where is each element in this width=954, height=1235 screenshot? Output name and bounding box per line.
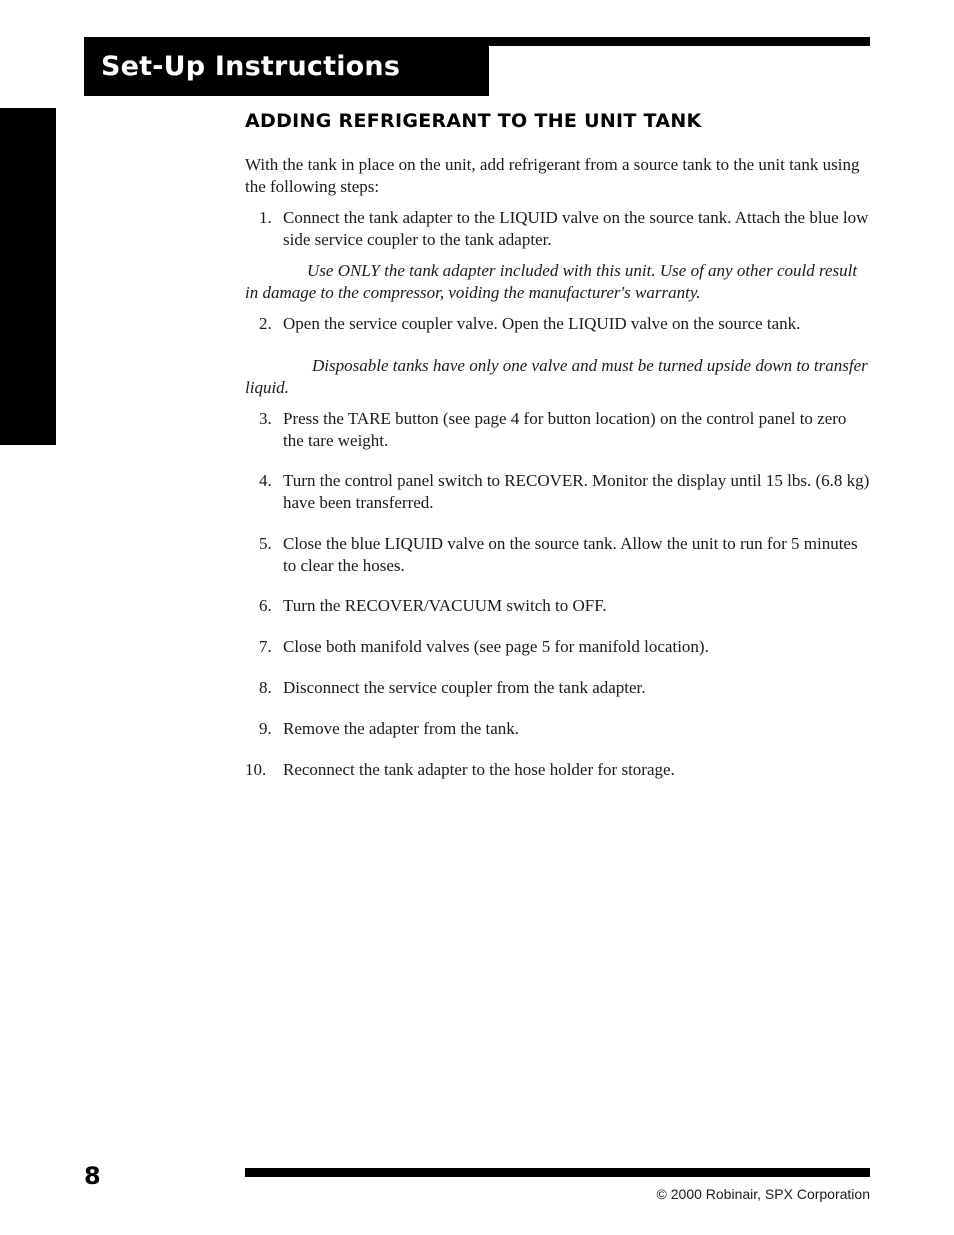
step-number: 6. (259, 596, 272, 615)
instructions-content (245, 154, 870, 781)
step-item (245, 595, 870, 617)
step-text: Press the TARE button (see page 4 for button location) on the control panel to zero the tare weight. (283, 409, 847, 450)
step-text: Disconnect the service coupler from the tank adapter. (283, 678, 646, 697)
info-note: Disposable tanks have only one valve and must be turned upside down to transfer liquid. (245, 356, 868, 397)
step-text: Turn the RECOVER/VACUUM switch to OFF. (283, 596, 607, 615)
footer-rule (245, 1168, 870, 1177)
step-text: Remove the adapter from the tank. (283, 719, 520, 738)
step-number: 5. (259, 534, 272, 553)
section-title: ADDING REFRIGERANT TO THE UNIT TANK (245, 110, 702, 132)
step-number: 2. (259, 314, 272, 333)
step-text: Close both manifold valves (see page 5 for manifold location). (283, 637, 709, 656)
step-item (245, 759, 870, 781)
step-text: Connect the tank adapter to the LIQUID valve on the source tank. Attach the blue low side service coupler to the tank adapter. (283, 208, 869, 249)
page-number: 8 (84, 1162, 101, 1190)
step-item (245, 408, 870, 452)
step-number: 10. (245, 760, 267, 779)
step-item (245, 677, 870, 699)
step-number: 1. (259, 208, 272, 227)
step-text: Reconnect the tank adapter to the hose holder for storage. (283, 760, 675, 779)
copyright-text: © 2000 Robinair, SPX Corporation (656, 1186, 870, 1202)
step-text: Turn the control panel switch to RECOVER. Monitor the display until 15 lbs. (6.8 kg) have been transferred. (283, 471, 870, 512)
step-number: 9. (259, 719, 272, 738)
step-item (245, 718, 870, 740)
step-item (245, 533, 870, 577)
step-item (245, 313, 870, 335)
page-header-title: Set-Up Instructions (84, 37, 489, 96)
step-text: Close the blue LIQUID valve on the source tank. Allow the unit to run for 5 minutes to clear the hoses. (283, 534, 858, 575)
step-item (245, 207, 870, 251)
step-item (245, 470, 870, 514)
step-item (245, 636, 870, 658)
step-number: 8. (259, 678, 272, 697)
step-number: 7. (259, 637, 272, 656)
step-number: 3. (259, 409, 272, 428)
intro-paragraph: With the tank in place on the unit, add refrigerant from a source tank to the unit tank using the following steps: (245, 155, 860, 196)
step-number: 4. (259, 471, 272, 490)
caution-note: Use ONLY the tank adapter included with this unit. Use of any other could result in damage to the compressor, voiding the manufacturer's warranty. (245, 261, 858, 302)
side-tab-bar (0, 108, 56, 445)
step-text: Open the service coupler valve. Open the LIQUID valve on the source tank. (283, 314, 801, 333)
